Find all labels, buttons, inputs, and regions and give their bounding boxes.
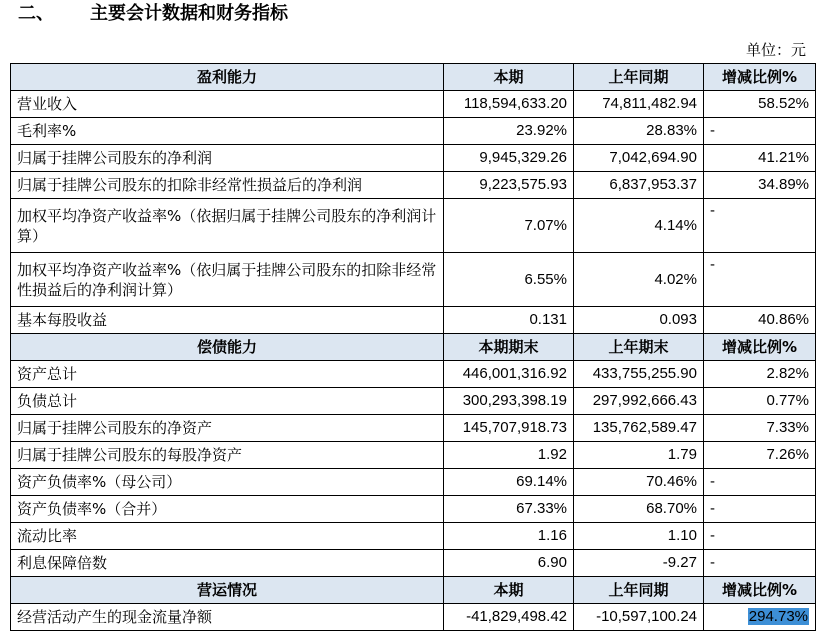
change-value: 7.33%	[704, 415, 816, 442]
section-number: 二、	[18, 3, 54, 24]
col-header-change: 增减比例%	[704, 64, 816, 91]
section-title: 主要会计数据和财务指标	[90, 3, 288, 24]
col-header-current: 本期	[444, 64, 574, 91]
change-value: -	[704, 469, 816, 496]
table-row	[11, 91, 816, 118]
previous-value: -9.27	[574, 550, 704, 577]
row-label: 基本每股收益	[11, 307, 444, 334]
table-row	[11, 523, 816, 550]
previous-value: 433,755,255.90	[574, 361, 704, 388]
row-label: 归属于挂牌公司股东的每股净资产	[11, 442, 444, 469]
change-value: -	[704, 253, 816, 307]
previous-value: 1.10	[574, 523, 704, 550]
highlighted-selection[interactable]: 294.73%	[748, 608, 808, 625]
table-row	[11, 469, 816, 496]
col-header-previous: 上年同期	[574, 577, 704, 604]
previous-value: 0.093	[574, 307, 704, 334]
col-header-previous: 上年同期	[574, 64, 704, 91]
table-row	[11, 253, 816, 307]
current-value: 9,223,575.93	[444, 172, 574, 199]
previous-value: 70.46%	[574, 469, 704, 496]
table-row	[11, 388, 816, 415]
row-label: 负债总计	[11, 388, 444, 415]
row-label: 归属于挂牌公司股东的净资产	[11, 415, 444, 442]
change-value: 34.89%	[704, 172, 816, 199]
col-header-change: 增减比例%	[704, 334, 816, 361]
change-value-cell	[704, 604, 816, 631]
table-row	[11, 496, 816, 523]
row-label: 归属于挂牌公司股东的扣除非经常性损益后的净利润	[11, 172, 444, 199]
change-value: 7.26%	[704, 442, 816, 469]
current-value: 1.16	[444, 523, 574, 550]
table-row	[11, 199, 816, 253]
change-value: 41.21%	[704, 145, 816, 172]
current-value: 118,594,633.20	[444, 91, 574, 118]
change-value: -	[704, 496, 816, 523]
current-value: 1.92	[444, 442, 574, 469]
row-label: 资产总计	[11, 361, 444, 388]
col-header-current: 本期	[444, 577, 574, 604]
table-row	[11, 307, 816, 334]
row-label: 经营活动产生的现金流量净额	[11, 604, 444, 631]
previous-value: 6,837,953.37	[574, 172, 704, 199]
change-value: 40.86%	[704, 307, 816, 334]
row-label: 加权平均净资产收益率%（依归属于挂牌公司股东的扣除非经常性损益后的净利润计算）	[11, 253, 444, 307]
ops-header-row	[11, 577, 816, 604]
financial-indicators-table	[10, 63, 816, 631]
change-value: -	[704, 523, 816, 550]
current-value: 7.07%	[444, 199, 574, 253]
table-row	[11, 550, 816, 577]
table-row	[11, 145, 816, 172]
section-title-operations: 营运情况	[11, 577, 444, 604]
section-title-solvency: 偿债能力	[11, 334, 444, 361]
current-value: -41,829,498.42	[444, 604, 574, 631]
profit-header-row	[11, 64, 816, 91]
row-label: 利息保障倍数	[11, 550, 444, 577]
current-value: 145,707,918.73	[444, 415, 574, 442]
change-value: -	[704, 118, 816, 145]
previous-value: 4.02%	[574, 253, 704, 307]
row-label: 资产负债率%（合并）	[11, 496, 444, 523]
row-label: 流动比率	[11, 523, 444, 550]
col-header-change: 增减比例%	[704, 577, 816, 604]
current-value: 69.14%	[444, 469, 574, 496]
current-value: 9,945,329.26	[444, 145, 574, 172]
previous-value: -10,597,100.24	[574, 604, 704, 631]
current-value: 23.92%	[444, 118, 574, 145]
table-row	[11, 604, 816, 631]
current-value: 67.33%	[444, 496, 574, 523]
change-value: -	[704, 199, 816, 253]
unit-label: 单位：元	[745, 41, 806, 59]
previous-value: 74,811,482.94	[574, 91, 704, 118]
table-row	[11, 172, 816, 199]
row-label: 营业收入	[11, 91, 444, 118]
current-value: 6.90	[444, 550, 574, 577]
row-label: 毛利率%	[11, 118, 444, 145]
row-label: 归属于挂牌公司股东的净利润	[11, 145, 444, 172]
col-header-previous-end: 上年期末	[574, 334, 704, 361]
change-value: 0.77%	[704, 388, 816, 415]
previous-value: 135,762,589.47	[574, 415, 704, 442]
table-row	[11, 415, 816, 442]
change-value: -	[704, 550, 816, 577]
previous-value: 297,992,666.43	[574, 388, 704, 415]
table-row	[11, 442, 816, 469]
change-value: 58.52%	[704, 91, 816, 118]
previous-value: 68.70%	[574, 496, 704, 523]
row-label: 加权平均净资产收益率%（依据归属于挂牌公司股东的净利润计算）	[11, 199, 444, 253]
previous-value: 1.79	[574, 442, 704, 469]
previous-value: 7,042,694.90	[574, 145, 704, 172]
table-row	[11, 118, 816, 145]
table-row	[11, 361, 816, 388]
section-heading	[18, 2, 288, 26]
previous-value: 4.14%	[574, 199, 704, 253]
change-value: 2.82%	[704, 361, 816, 388]
current-value: 6.55%	[444, 253, 574, 307]
debt-header-row	[11, 334, 816, 361]
current-value: 300,293,398.19	[444, 388, 574, 415]
col-header-current-end: 本期期末	[444, 334, 574, 361]
row-label: 资产负债率%（母公司）	[11, 469, 444, 496]
current-value: 0.131	[444, 307, 574, 334]
current-value: 446,001,316.92	[444, 361, 574, 388]
previous-value: 28.83%	[574, 118, 704, 145]
section-title-profitability: 盈利能力	[11, 64, 444, 91]
